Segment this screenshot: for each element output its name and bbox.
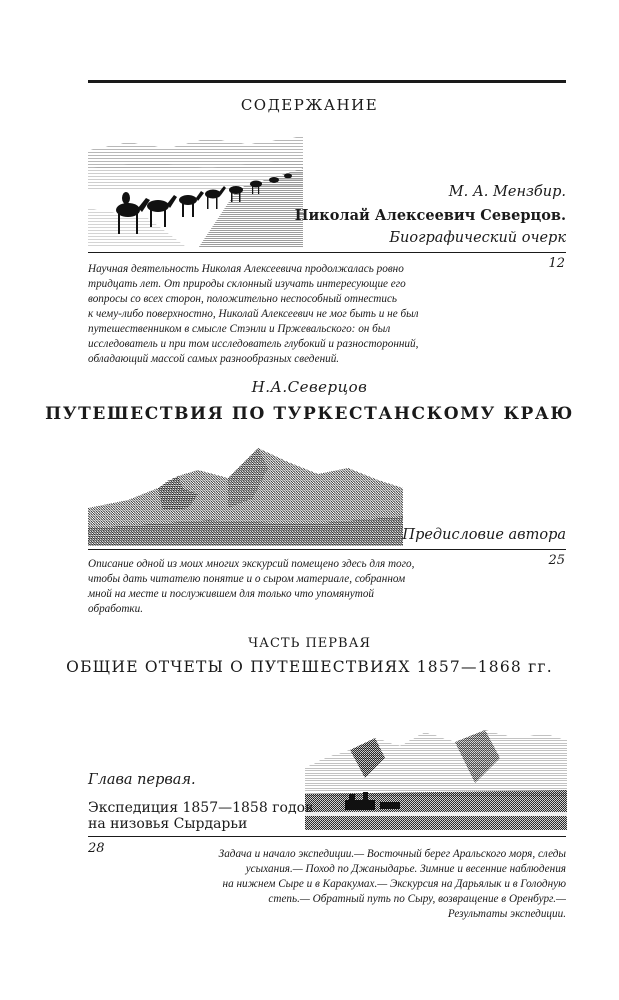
valley-engraving — [305, 728, 567, 830]
part-title: ОБЩИЕ ОТЧЕТЫ О ПУТЕШЕСТВИЯХ 1857—1868 гг. — [66, 658, 553, 676]
chapter1-page: 28 — [88, 841, 105, 856]
chapter1-label: Глава первая. — [88, 772, 196, 788]
part-label: ЧАСТЬ ПЕРВАЯ — [248, 636, 371, 651]
book-author: Н.А.Северцов — [251, 378, 368, 396]
section1-title: Николай Алексеевич Северцов. — [294, 207, 566, 224]
section2-page: 25 — [548, 553, 565, 568]
section2-annotation: Описание одной из моих многих экскурсий помещено здесь для того, чтобы дать читателю понятие и о сыром материале, собранном мной на месте и послужившем для только что упомянутой обработки. — [88, 558, 415, 615]
chapter1-rule — [88, 836, 566, 837]
section1-page: 12 — [548, 256, 565, 271]
section2-rule — [88, 549, 566, 550]
section1-annotation: Научная деятельность Николая Алексеевича продолжалась ровно тридцать лет. От природы склонный изучать интересующие его вопросы со всех сторон, положительно неспособный отнестись к чему-либо поверхностно, Николай Алексеевич не мог быть и не был путешественником в смысле Стэнли и Пржевальского: он был исследователь и при том исследователь глубокий и разносторонний, обладающий массой самых разнообразных сведений. — [88, 263, 419, 365]
contents-title: СОДЕРЖАНИЕ — [240, 96, 379, 114]
chapter1-title: Экспедиция 1857—1858 годов на низовья Сырдарьи — [88, 800, 313, 832]
top-rule — [88, 80, 566, 83]
chapter1-annotation: Задача и начало экспедиции.— Восточный берег Аральского моря, следы усыхания.— Поход по Джаныдарье. Зимние и весенние наблюдения на нижнем Сыре и в Каракумах.— Экскурсия на Дарьялык и в Голодную степь.— Обратный путь по Сыру, возвращение в Оренбург.— Результаты экспедиции. — [218, 848, 566, 920]
book-title: ПУТЕШЕСТВИЯ ПО ТУРКЕСТАНСКОМУ КРАЮ — [45, 404, 574, 424]
mountain-engraving — [88, 448, 403, 546]
section1-rule — [88, 252, 566, 253]
caravan-engraving — [88, 128, 303, 248]
section2-title: Предисловие автора — [402, 527, 566, 543]
section1-author: М. А. Мензбир. — [448, 184, 566, 200]
section1-subtitle: Биографический очерк — [389, 230, 566, 246]
